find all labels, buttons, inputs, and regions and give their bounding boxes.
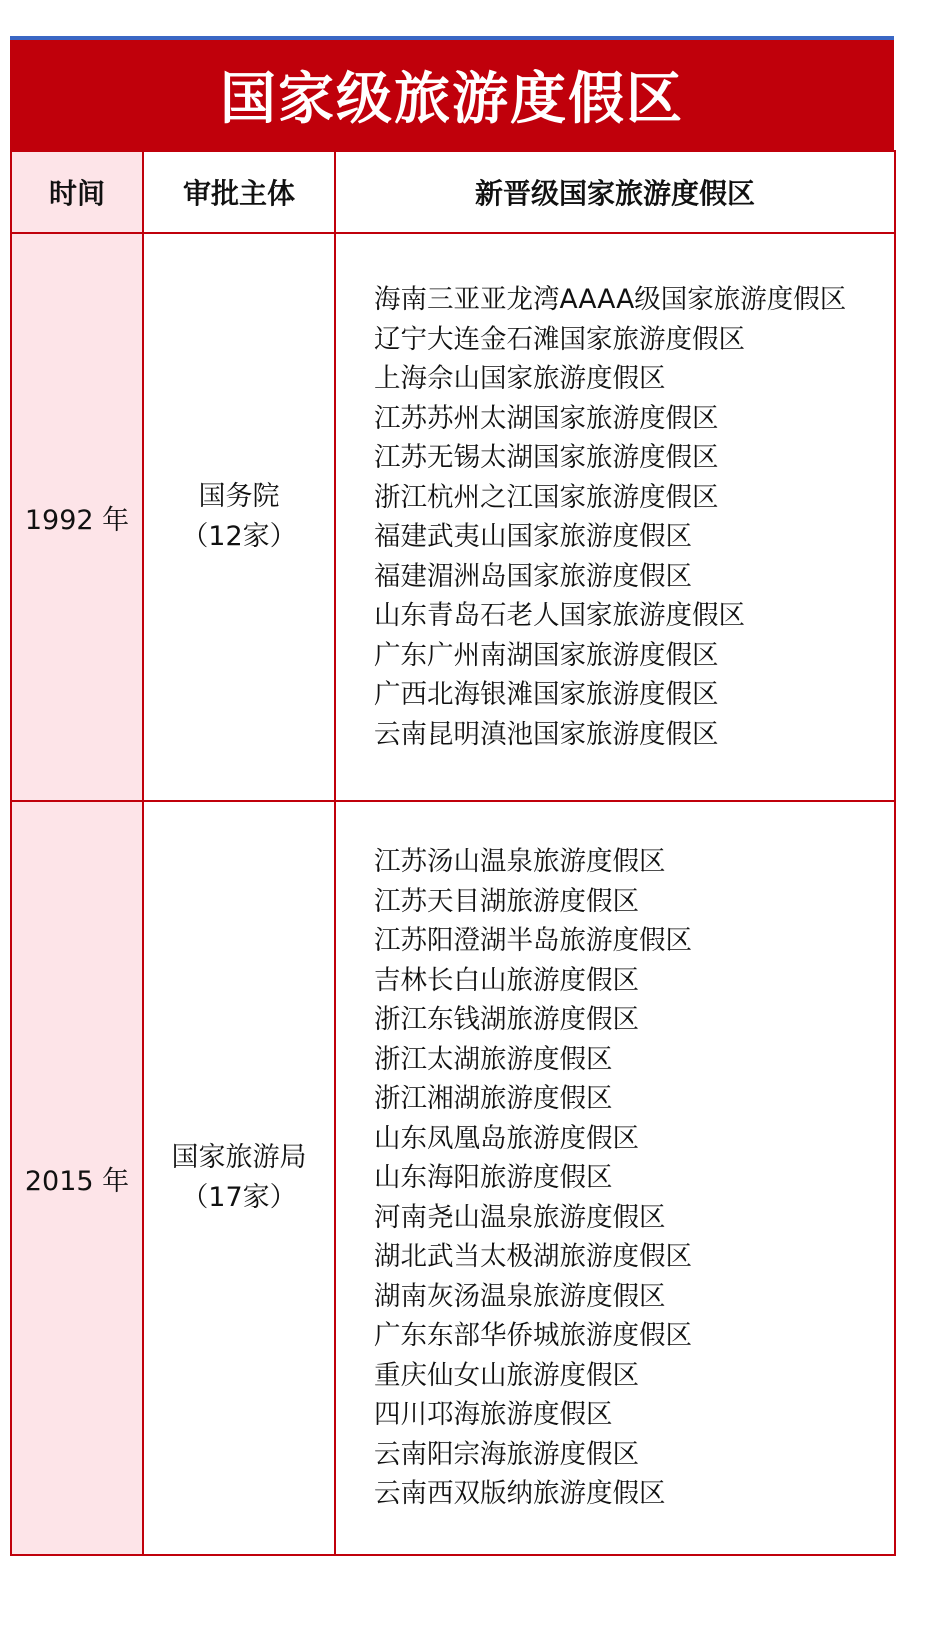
- resort-table-container: [10, 40, 894, 1556]
- approver-name: 国务院: [198, 481, 280, 512]
- list-item: 河南尧山温泉旅游度假区: [374, 1201, 666, 1233]
- resort-list: [374, 280, 894, 754]
- list-item: 重庆仙女山旅游度假区: [374, 1359, 639, 1391]
- list-item: 江苏天目湖旅游度假区: [374, 885, 639, 917]
- list-item: 辽宁大连金石滩国家旅游度假区: [374, 323, 745, 355]
- list-item: 广东东部华侨城旅游度假区: [374, 1320, 692, 1352]
- list-item: 云南阳宗海旅游度假区: [374, 1438, 639, 1470]
- list-item: 江苏无锡太湖国家旅游度假区: [374, 442, 719, 473]
- resort-table: [10, 150, 896, 1556]
- header-row: [11, 151, 895, 233]
- list-item: 湖南灰汤温泉旅游度假区: [374, 1280, 666, 1312]
- list-item: 上海佘山国家旅游度假区: [374, 363, 666, 394]
- list-item: 浙江太湖旅游度假区: [374, 1043, 613, 1075]
- list-item: 山东凤凰岛旅游度假区: [374, 1122, 639, 1154]
- page-title: 国家级旅游度假区: [220, 67, 684, 132]
- resort-list: [374, 842, 894, 1514]
- year-cell: 1992 年: [11, 233, 143, 801]
- list-item: 吉林长白山旅游度假区: [374, 964, 639, 996]
- table-row: [11, 233, 895, 801]
- list-item: 海南三亚亚龙湾AAAA级国家旅游度假区: [374, 284, 847, 315]
- approver-cell: [143, 233, 335, 801]
- list-item: 湖北武当太极湖旅游度假区: [374, 1241, 692, 1273]
- list-item: 广西北海银滩国家旅游度假区: [374, 679, 719, 710]
- list-item: 福建武夷山国家旅游度假区: [374, 521, 692, 552]
- list-item: 四川邛海旅游度假区: [374, 1399, 613, 1431]
- list-item: 福建湄洲岛国家旅游度假区: [374, 560, 692, 592]
- resort-list-cell: [335, 233, 895, 801]
- header-approver: 审批主体: [143, 151, 335, 233]
- list-item: 云南西双版纳旅游度假区: [374, 1478, 666, 1510]
- list-item: 浙江杭州之江国家旅游度假区: [374, 481, 719, 513]
- approver-name: 国家旅游局: [171, 1142, 307, 1173]
- title-bar: [10, 40, 894, 150]
- list-item: 江苏汤山温泉旅游度假区: [374, 846, 666, 878]
- approver-cell: [143, 801, 335, 1555]
- resort-list-cell: [335, 801, 895, 1555]
- header-time: 时间: [11, 151, 143, 233]
- list-item: 浙江湘湖旅游度假区: [374, 1083, 613, 1115]
- list-item: 江苏阳澄湖半岛旅游度假区: [374, 925, 692, 957]
- list-item: 浙江东钱湖旅游度假区: [374, 1004, 639, 1036]
- header-new-resorts: 新晋级国家旅游度假区: [335, 151, 895, 233]
- list-item: 山东海阳旅游度假区: [374, 1162, 613, 1194]
- list-item: 广东广州南湖国家旅游度假区: [374, 639, 719, 671]
- year-cell: 2015 年: [11, 801, 143, 1555]
- approver-count: （12家）: [181, 521, 297, 552]
- list-item: 江苏苏州太湖国家旅游度假区: [374, 402, 719, 434]
- list-item: 云南昆明滇池国家旅游度假区: [374, 718, 719, 750]
- approver-count: （17家）: [181, 1182, 297, 1213]
- table-row: [11, 801, 895, 1555]
- list-item: 山东青岛石老人国家旅游度假区: [374, 600, 745, 631]
